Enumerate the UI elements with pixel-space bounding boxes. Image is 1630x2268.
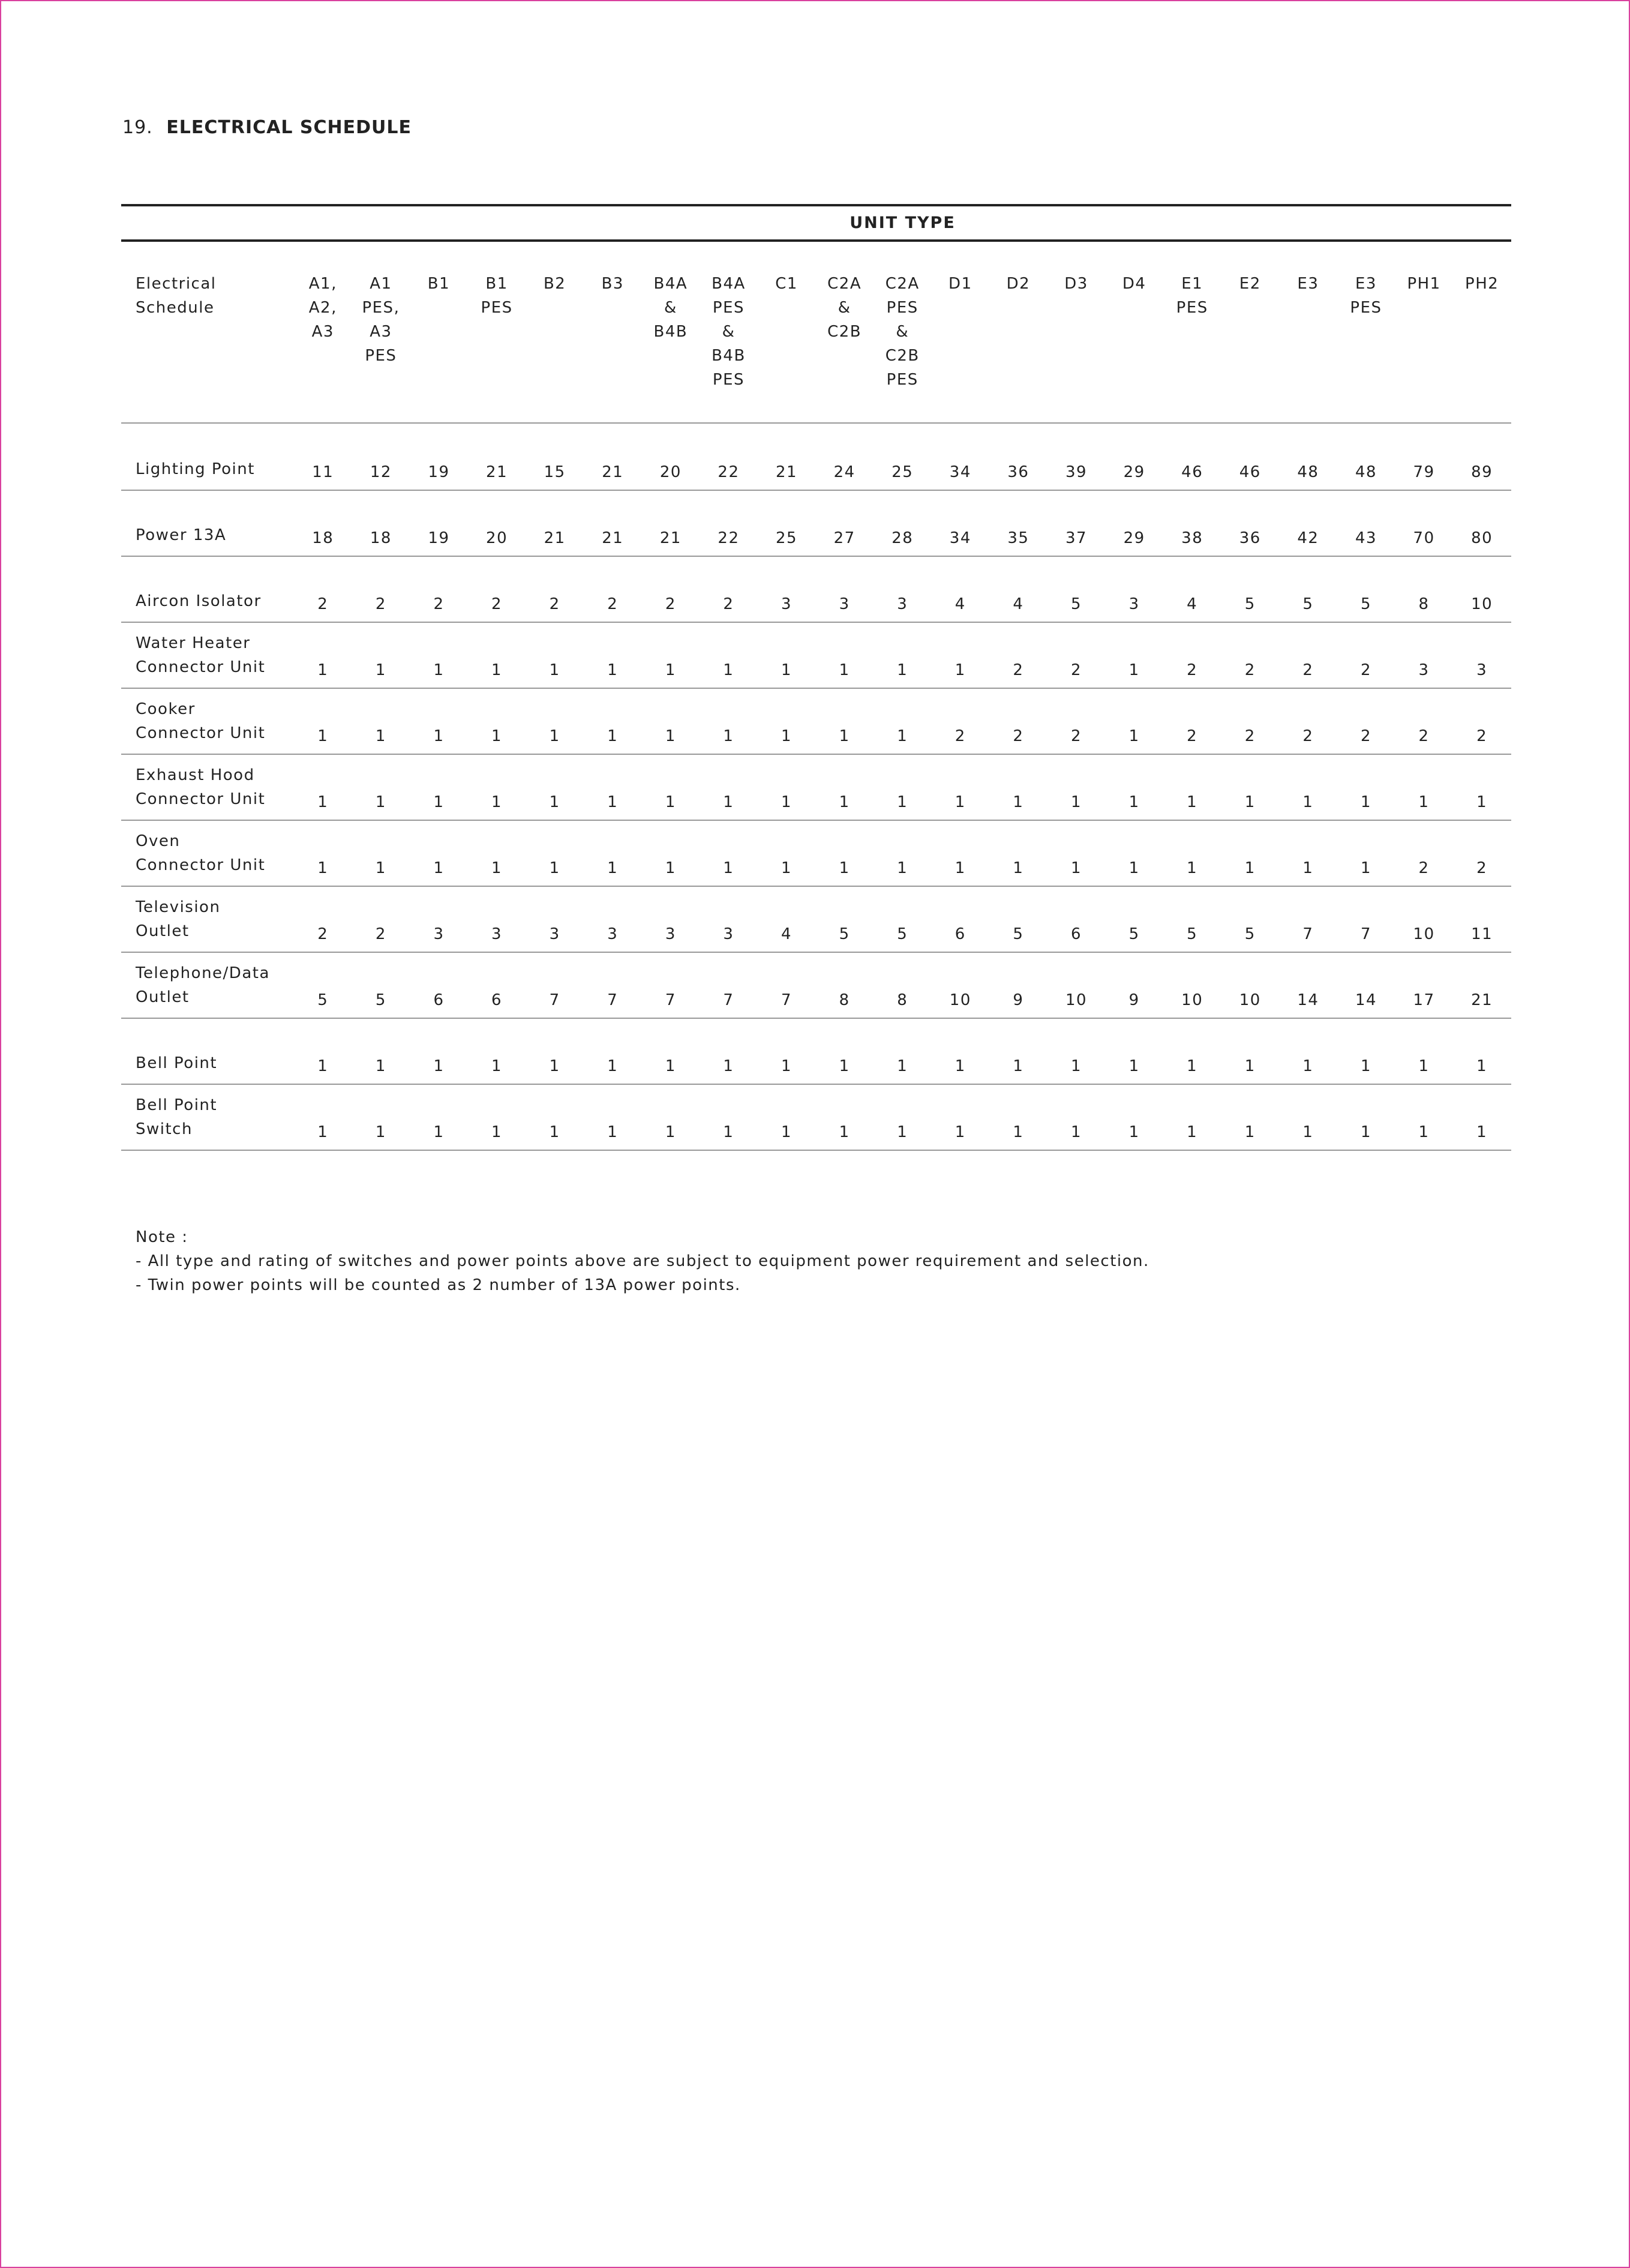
table-cell: 10 (1181, 991, 1203, 1009)
column-header-row (121, 242, 1511, 424)
column-header: D2 (1006, 275, 1031, 293)
table-cell: 8 (839, 991, 850, 1009)
table-cell: 8 (897, 991, 908, 1009)
table-cell: 1 (665, 1057, 676, 1075)
table-cell: 1 (1244, 859, 1256, 877)
table-cell: 1 (317, 727, 329, 745)
table-cell: 5 (1244, 925, 1256, 943)
table-cell: 1 (433, 661, 445, 679)
table-cell: 2 (317, 925, 329, 943)
table-cell: 2 (1244, 661, 1256, 679)
table-cell: 1 (723, 859, 734, 877)
column-header: E2 (1239, 275, 1261, 293)
table-cell: 1 (491, 793, 503, 811)
table-cell: 2 (954, 727, 966, 745)
table-cell: 14 (1297, 991, 1319, 1009)
table-cell: 4 (1187, 595, 1198, 613)
table-cell: 1 (897, 1057, 908, 1075)
table-cell: 1 (607, 1057, 619, 1075)
table-cell: 1 (839, 661, 850, 679)
table-cell: 1 (1187, 793, 1198, 811)
table-cell: 1 (1187, 1123, 1198, 1141)
table-cell: 46 (1239, 463, 1261, 481)
column-header: D4 (1122, 275, 1146, 293)
note-line: - All type and rating of switches and power points above are subject to equipment power requirement and selection. (136, 1252, 1149, 1270)
table-row (121, 887, 1511, 953)
table-cell: 6 (491, 991, 503, 1009)
table-cell: 12 (370, 463, 392, 481)
table-cell: 2 (1187, 661, 1198, 679)
table-cell: 1 (897, 661, 908, 679)
table-cell: 1 (839, 1123, 850, 1141)
table-cell: 5 (1128, 925, 1140, 943)
note-section (136, 1225, 1149, 1297)
table-cell: 2 (1476, 859, 1488, 877)
column-header: B1 PES (481, 275, 513, 317)
table-cell: 3 (1128, 595, 1140, 613)
table-row (121, 821, 1511, 887)
table-cell: 1 (897, 727, 908, 745)
table-cell: 70 (1413, 529, 1435, 547)
column-header: E3 (1297, 275, 1319, 293)
table-cell: 1 (1418, 1057, 1430, 1075)
column-header: A1 PES, A3 PES (362, 275, 400, 365)
column-header: B4A & B4B (653, 275, 688, 341)
table-cell: 1 (375, 793, 386, 811)
table-cell: 2 (491, 595, 503, 613)
table-cell: 1 (317, 1057, 329, 1075)
table-cell: 1 (1302, 859, 1314, 877)
table-cell: 1 (433, 859, 445, 877)
table-cell: 1 (897, 1123, 908, 1141)
table-row (121, 1019, 1511, 1085)
table-cell: 3 (433, 925, 445, 943)
table-cell: 1 (781, 859, 793, 877)
section-number: 19. (122, 117, 153, 138)
table-cell: 1 (375, 727, 386, 745)
table-cell: 1 (1360, 1123, 1371, 1141)
table-cell: 1 (1418, 1123, 1430, 1141)
table-cell: 2 (1418, 859, 1430, 877)
row-header-label: Electrical Schedule (136, 275, 217, 317)
table-cell: 1 (317, 793, 329, 811)
table-row (121, 1085, 1511, 1151)
table-cell: 80 (1471, 529, 1493, 547)
row-label: Water Heater Connector Unit (136, 634, 266, 676)
table-cell: 10 (1471, 595, 1493, 613)
table-cell: 6 (433, 991, 445, 1009)
table-cell: 10 (1239, 991, 1261, 1009)
table-cell: 2 (1360, 661, 1371, 679)
table-cell: 1 (491, 727, 503, 745)
table-cell: 39 (1065, 463, 1088, 481)
table-cell: 4 (954, 595, 966, 613)
column-header: C1 (775, 275, 798, 293)
column-header: D3 (1064, 275, 1088, 293)
table-cell: 1 (317, 1123, 329, 1141)
note-line: - Twin power points will be counted as 2 number of 13A power points. (136, 1276, 741, 1294)
table-cell: 1 (1187, 859, 1198, 877)
table-cell: 1 (1187, 1057, 1198, 1075)
table-cell: 2 (1302, 727, 1314, 745)
table-cell: 1 (665, 661, 676, 679)
table-cell: 89 (1471, 463, 1493, 481)
table-cell: 1 (839, 859, 850, 877)
table-cell: 1 (1128, 859, 1140, 877)
table-cell: 5 (1187, 925, 1198, 943)
table-cell: 21 (1471, 991, 1493, 1009)
table-cell: 5 (1013, 925, 1024, 943)
table-cell: 1 (665, 859, 676, 877)
table-cell: 1 (549, 859, 560, 877)
table-cell: 1 (954, 859, 966, 877)
table-cell: 1 (491, 661, 503, 679)
table-cell: 25 (891, 463, 914, 481)
table-cell: 4 (1013, 595, 1024, 613)
table-cell: 1 (1302, 1123, 1314, 1141)
table-cell: 1 (665, 727, 676, 745)
table-cell: 1 (1070, 1057, 1082, 1075)
table-cell: 1 (1476, 793, 1488, 811)
table-cell: 6 (1070, 925, 1082, 943)
table-cell: 1 (781, 727, 793, 745)
table-cell: 1 (1128, 1057, 1140, 1075)
row-label: Aircon Isolator (136, 592, 262, 610)
table-cell: 1 (954, 793, 966, 811)
table-cell: 36 (1007, 463, 1029, 481)
table-cell: 20 (659, 463, 682, 481)
table-cell: 1 (839, 1057, 850, 1075)
table-cell: 1 (1070, 793, 1082, 811)
table-cell: 1 (781, 1057, 793, 1075)
table-cell: 21 (776, 463, 798, 481)
row-label: Cooker Connector Unit (136, 700, 266, 742)
table-cell: 5 (839, 925, 850, 943)
row-label: Bell Point (136, 1054, 218, 1072)
section-title: ELECTRICAL SCHEDULE (166, 117, 412, 138)
table-cell: 8 (1418, 595, 1430, 613)
row-label: Oven Connector Unit (136, 832, 266, 874)
table-cell: 1 (781, 1123, 793, 1141)
table-cell: 1 (375, 1123, 386, 1141)
table-cell: 2 (607, 595, 619, 613)
table-cell: 11 (1471, 925, 1493, 943)
table-cell: 1 (1360, 1057, 1371, 1075)
table-cell: 3 (723, 925, 734, 943)
row-label: Power 13A (136, 526, 227, 544)
table-cell: 3 (1476, 661, 1488, 679)
table-cell: 6 (954, 925, 966, 943)
table-cell: 21 (602, 463, 624, 481)
table-cell: 1 (1244, 793, 1256, 811)
table-cell: 5 (1302, 595, 1314, 613)
table-cell: 2 (1418, 727, 1430, 745)
table-cell: 3 (607, 925, 619, 943)
table-row (121, 557, 1511, 623)
table-row (121, 424, 1511, 491)
table-cell: 17 (1413, 991, 1435, 1009)
column-header: E1 PES (1176, 275, 1208, 317)
table-cell: 46 (1181, 463, 1203, 481)
row-label: Telephone/Data Outlet (136, 964, 270, 1006)
table-cell: 3 (1418, 661, 1430, 679)
column-header: B1 (427, 275, 451, 293)
table-cell: 7 (723, 991, 734, 1009)
table-cell: 1 (1013, 1057, 1024, 1075)
table-cell: 4 (781, 925, 793, 943)
table-cell: 1 (433, 1057, 445, 1075)
table-cell: 1 (607, 661, 619, 679)
table-cell: 1 (1244, 1057, 1256, 1075)
table-cell: 1 (954, 661, 966, 679)
table-cell: 22 (718, 463, 740, 481)
table-cell: 2 (1302, 661, 1314, 679)
table-cell: 1 (491, 1123, 503, 1141)
table-cell: 1 (317, 661, 329, 679)
table-cell: 1 (1013, 859, 1024, 877)
table-cell: 10 (1065, 991, 1088, 1009)
table-cell: 1 (954, 1057, 966, 1075)
table-cell: 1 (723, 661, 734, 679)
table-cell: 25 (776, 529, 798, 547)
table-cell: 34 (949, 529, 971, 547)
table-cell: 42 (1297, 529, 1319, 547)
table-cell: 7 (1302, 925, 1314, 943)
table-cell: 43 (1355, 529, 1377, 547)
table-cell: 1 (1128, 727, 1140, 745)
table-cell: 37 (1065, 529, 1088, 547)
table-cell: 1 (549, 1057, 560, 1075)
row-label: Exhaust Hood Connector Unit (136, 766, 266, 808)
unit-type-label: UNIT TYPE (849, 214, 956, 232)
table-cell: 2 (549, 595, 560, 613)
table-cell: 1 (607, 793, 619, 811)
table-cell: 1 (897, 859, 908, 877)
table-row (121, 755, 1511, 821)
table-cell: 2 (1244, 727, 1256, 745)
column-header: D1 (948, 275, 972, 293)
row-label: Lighting Point (136, 460, 255, 478)
table-cell: 2 (1070, 661, 1082, 679)
table-cell: 1 (1013, 1123, 1024, 1141)
table-cell: 2 (1187, 727, 1198, 745)
table-cell: 19 (428, 529, 450, 547)
column-header: C2A & C2B (827, 275, 862, 341)
table-cell: 5 (897, 925, 908, 943)
table-cell: 1 (723, 1123, 734, 1141)
table-cell: 27 (833, 529, 855, 547)
table-cell: 15 (544, 463, 566, 481)
table-cell: 2 (723, 595, 734, 613)
table-cell: 1 (607, 727, 619, 745)
table-cell: 1 (491, 1057, 503, 1075)
table-cell: 1 (1128, 661, 1140, 679)
table-cell: 19 (428, 463, 450, 481)
table-cell: 3 (839, 595, 850, 613)
table-cell: 11 (312, 463, 334, 481)
table-cell: 1 (1418, 793, 1430, 811)
table-cell: 2 (375, 595, 386, 613)
table-cell: 1 (433, 1123, 445, 1141)
table-cell: 7 (1360, 925, 1371, 943)
table-cell: 7 (781, 991, 793, 1009)
table-cell: 36 (1239, 529, 1261, 547)
table-cell: 1 (549, 1123, 560, 1141)
table-body (121, 424, 1511, 1151)
table-cell: 20 (486, 529, 508, 547)
table-cell: 1 (954, 1123, 966, 1141)
column-header: PH2 (1465, 275, 1499, 293)
table-cell: 7 (665, 991, 676, 1009)
table-cell: 1 (1302, 1057, 1314, 1075)
table-cell: 1 (723, 1057, 734, 1075)
table-cell: 2 (1013, 727, 1024, 745)
column-header: PH1 (1407, 275, 1441, 293)
table-row (121, 953, 1511, 1019)
table-cell: 1 (781, 661, 793, 679)
electrical-schedule-table (121, 204, 1511, 1151)
table-cell: 2 (665, 595, 676, 613)
table-cell: 1 (1360, 859, 1371, 877)
table-cell: 1 (433, 727, 445, 745)
table-cell: 21 (544, 529, 566, 547)
table-cell: 1 (433, 793, 445, 811)
table-cell: 48 (1355, 463, 1377, 481)
row-label: Bell Point Switch (136, 1096, 218, 1138)
table-cell: 1 (1013, 793, 1024, 811)
table-cell: 1 (665, 793, 676, 811)
table-cell: 5 (1360, 595, 1371, 613)
table-row (121, 491, 1511, 557)
table-cell: 2 (317, 595, 329, 613)
table-cell: 1 (549, 727, 560, 745)
table-cell: 1 (897, 793, 908, 811)
table-cell: 1 (781, 793, 793, 811)
table-cell: 2 (375, 925, 386, 943)
column-header: B3 (601, 275, 624, 293)
table-cell: 1 (1070, 859, 1082, 877)
table-cell: 1 (375, 859, 386, 877)
table-cell: 2 (433, 595, 445, 613)
table-cell: 1 (1070, 1123, 1082, 1141)
table-cell: 48 (1297, 463, 1319, 481)
table-cell: 1 (723, 727, 734, 745)
table-cell: 1 (1128, 1123, 1140, 1141)
table-cell: 9 (1128, 991, 1140, 1009)
table-cell: 2 (1070, 727, 1082, 745)
unit-type-header (121, 204, 1511, 242)
table-cell: 14 (1355, 991, 1377, 1009)
table-cell: 1 (839, 793, 850, 811)
table-cell: 1 (317, 859, 329, 877)
table-cell: 1 (839, 727, 850, 745)
row-label: Television Outlet (136, 898, 221, 940)
table-cell: 5 (375, 991, 386, 1009)
table-cell: 1 (549, 793, 560, 811)
table-cell: 7 (607, 991, 619, 1009)
table-cell: 34 (949, 463, 971, 481)
table-cell: 29 (1123, 463, 1145, 481)
table-cell: 1 (607, 1123, 619, 1141)
column-header: A1, A2, A3 (308, 275, 337, 341)
table-cell: 10 (949, 991, 971, 1009)
table-cell: 18 (312, 529, 334, 547)
table-cell: 9 (1013, 991, 1024, 1009)
table-cell: 22 (718, 529, 740, 547)
table-cell: 1 (1476, 1123, 1488, 1141)
table-cell: 1 (1476, 1057, 1488, 1075)
column-header: B2 (543, 275, 566, 293)
table-cell: 1 (1360, 793, 1371, 811)
table-cell: 1 (665, 1123, 676, 1141)
table-cell: 18 (370, 529, 392, 547)
table-cell: 1 (375, 1057, 386, 1075)
table-cell: 3 (897, 595, 908, 613)
table-cell: 1 (491, 859, 503, 877)
table-cell: 1 (1128, 793, 1140, 811)
section-heading (122, 117, 412, 138)
table-cell: 2 (1476, 727, 1488, 745)
table-cell: 38 (1181, 529, 1203, 547)
table-cell: 21 (602, 529, 624, 547)
table-cell: 1 (1244, 1123, 1256, 1141)
table-cell: 7 (549, 991, 560, 1009)
table-cell: 5 (1244, 595, 1256, 613)
table-cell: 2 (1360, 727, 1371, 745)
column-header: C2A PES & C2B PES (885, 275, 920, 389)
column-header: B4A PES & B4B PES (712, 275, 746, 389)
table-cell: 1 (723, 793, 734, 811)
table-cell: 5 (1070, 595, 1082, 613)
table-row (121, 689, 1511, 755)
column-header: E3 PES (1350, 275, 1382, 317)
table-cell: 35 (1007, 529, 1029, 547)
table-cell: 79 (1413, 463, 1435, 481)
table-cell: 1 (1302, 793, 1314, 811)
table-cell: 1 (549, 661, 560, 679)
table-cell: 10 (1413, 925, 1435, 943)
table-row (121, 623, 1511, 689)
table-cell: 2 (1013, 661, 1024, 679)
table-cell: 29 (1123, 529, 1145, 547)
table-cell: 3 (665, 925, 676, 943)
table-cell: 5 (317, 991, 329, 1009)
note-title: Note : (136, 1228, 188, 1246)
table-cell: 3 (549, 925, 560, 943)
table-cell: 3 (781, 595, 793, 613)
table-cell: 21 (659, 529, 682, 547)
table-cell: 24 (833, 463, 855, 481)
table-cell: 28 (891, 529, 914, 547)
table-cell: 1 (375, 661, 386, 679)
table-cell: 1 (607, 859, 619, 877)
table-cell: 3 (491, 925, 503, 943)
table-cell: 21 (486, 463, 508, 481)
